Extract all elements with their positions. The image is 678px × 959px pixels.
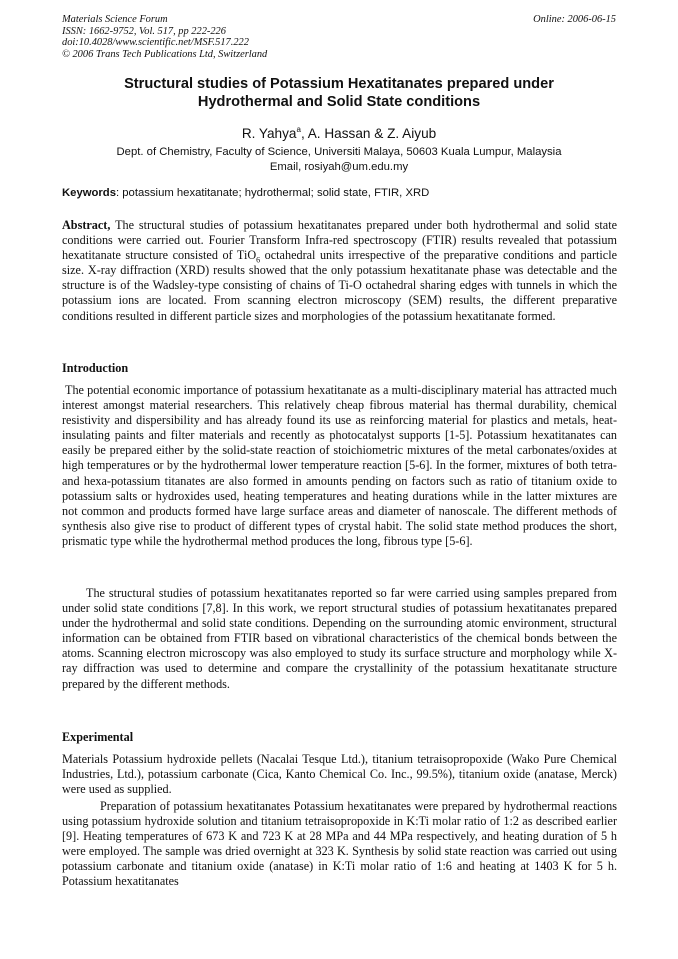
- author-affiliation-mark: a: [296, 125, 301, 134]
- copyright-line: © 2006 Trans Tech Publications Ltd, Switzerland: [62, 48, 268, 60]
- introduction-paragraph-2: The structural studies of potassium hexatitanates reported so far were carried using samples prepared from under solid state conditions [7,8]. In this work, we report structural studies of potassium hexatitanates prepared under the hydrothermal and solid state conditions. Depending on the surrounding atomic environment, structural information can be obtained from FTIR based on vibrational characteristics of the chemical bonds between the atoms. Scanning electron microscopy was also employed to study its surface structure and morphology while X-ray diffraction was used to determine and compare the crystallinity of the potassium hexatitanate structure prepared by the different methods.: [62, 586, 617, 691]
- abstract-subscript: 6: [256, 255, 261, 265]
- issn-line: ISSN: 1662-9752, Vol. 517, pp 222-226: [62, 25, 226, 37]
- journal-name: Materials Science Forum: [62, 14, 168, 25]
- experimental-paragraph-1: Materials Potassium hydroxide pellets (Nacalai Tesque Ltd.), titanium tetraisopropoxide (Wako Pure Chemical Industries, Ltd.), potassium carbonate (Cica, Kanto Chemical Co. Inc., 99.5%), titanium oxide (anatase, Merck) were used as supplied.: [62, 752, 617, 797]
- affiliation-email: Email, rosiyah@um.edu.my: [269, 160, 409, 173]
- introduction-heading: Introduction: [62, 361, 129, 375]
- doi-line: doi:10.4028/www.scientific.net/MSF.517.222: [62, 37, 249, 49]
- author-list: [40, 126, 638, 142]
- experimental-heading: Experimental: [62, 730, 134, 744]
- introduction-paragraph-1: The potential economic importance of potassium hexatitanate as a multi-disciplinary material has attracted much interest amongst material researchers. This relatively cheap fibrous material has thermal durability, chemical resistivity and dispersibility and has already found its use as reinforcing material for plastics and metals, heat-insulating paints and filter materials and recently as photocatalyst supports [1-5]. Potassium hexatitanates can easily be prepared either by the solid-state reaction of stoichiometric mixtures of the metal carbonates/oxides at high temperatures or by the hydrothermal lower temperature reaction [5-6]. In the former, mixtures of both tetra- and hexa-potassium titanates are also formed in amounts pending on factors such as ratio of titanium oxide to potassium salts or hydroxides used, heating temperatures and heating durations while in the latter mixtures are not common and products formed have large surface areas and diameter of nanoscale. The different methods of synthesis also give rise to product of different types of crystal habit. The solid state method produces the short, prismatic type while the hydrothermal method produces the long, fibrous type [5-6].: [62, 383, 617, 548]
- online-date: Online: 2006-06-15: [533, 14, 616, 25]
- abstract-text-1: The structural studies of potassium hexatitanates prepared under both hydrothermal and solid state conditions were carried out. Fourier Transform Infra-red spectroscopy (FTIR) results revealed that potassium hexatitanate structure consisted of TiO: [62, 218, 617, 263]
- keywords: [62, 186, 617, 200]
- experimental-paragraph-2: Preparation of potassium hexatitanates Potassium hexatitanates were prepared by hydrothermal reactions using potassium hydroxide solution and titanium tetraisopropoxide in K:Ti molar ratio of 1:2 as described earlier [9]. Heating temperatures of 673 K and 723 K at 28 MPa and 44 MPa respectively, and heating duration of 5 h were employed. The sample was dried overnight at 323 K. Synthesis by solid state reaction was carried out using potassium carbonate and titanium oxide (anatase) in K:Ti molar ratio of 1:6 and heating at 1403 K for 5 h. Potassium hexatitanates: [62, 799, 617, 889]
- title-line-1: Structural studies of Potassium Hexatitanates prepared under: [124, 76, 554, 92]
- affiliation-dept: Dept. of Chemistry, Faculty of Science, Universiti Malaya, 50603 Kuala Lumpur, Malaysia: [116, 146, 562, 158]
- title-line-2: Hydrothermal and Solid State conditions: [197, 93, 481, 110]
- author-primary: R. Yahya: [241, 126, 297, 141]
- affiliation: [40, 145, 638, 174]
- abstract-text-2: octahedral units irrespective of the preparative conditions and particle size. X-ray diffraction (XRD) results showed that the only potassium hexatitanate phase was detectable and the structure is of the Wadsley-type consisting of chains of Ti-O octahedral sharing edges with tunnels in which the potassium ions are located. From scanning electron microscopy (SEM) results, the different preparative conditions resulted in different particle sizes and morphologies of the potassium hexatitanate formed.: [62, 248, 617, 323]
- keywords-label: Keywords: [62, 187, 116, 199]
- author-others: , A. Hassan & Z. Aiyub: [300, 126, 437, 141]
- paper-title: [40, 76, 638, 111]
- keywords-text: : potassium hexatitanate; hydrothermal; solid state, FTIR, XRD: [116, 187, 430, 199]
- abstract: [62, 218, 617, 324]
- journal-header: [62, 14, 267, 60]
- abstract-label: Abstract,: [62, 218, 111, 232]
